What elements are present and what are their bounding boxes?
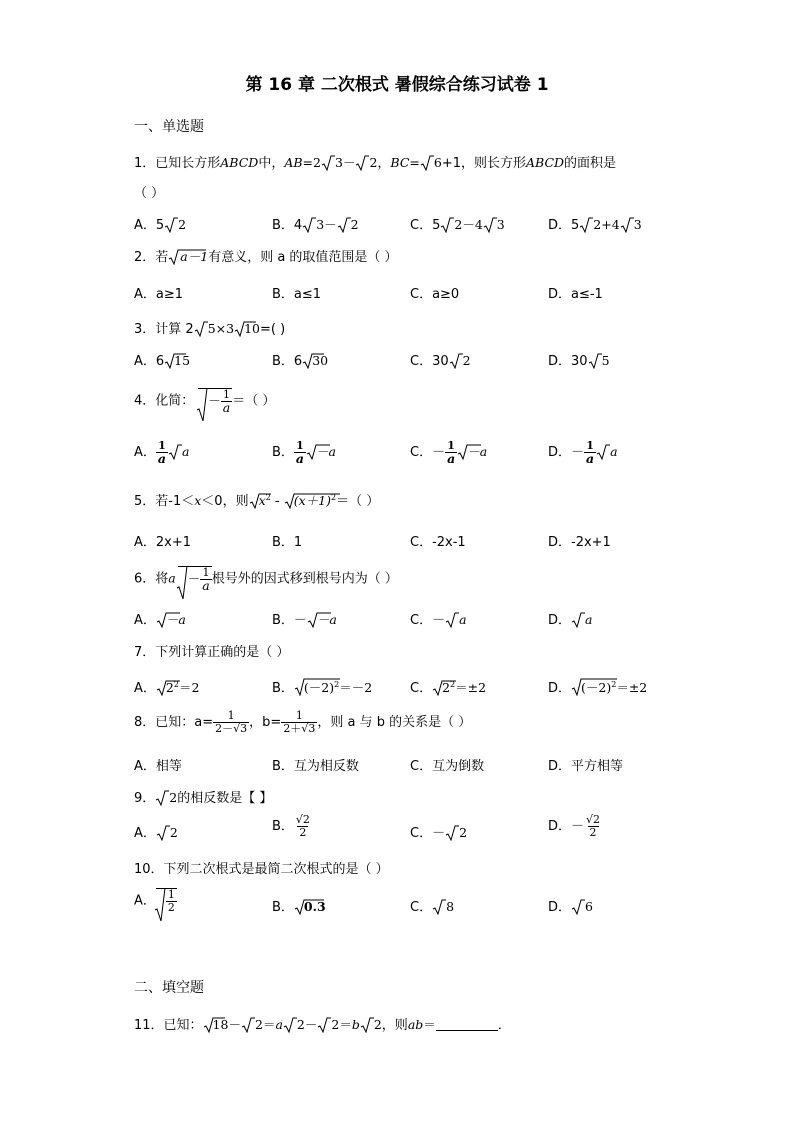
q3-option-a[interactable]: A．6 15 [134,353,191,369]
sqrt-icon [445,612,459,628]
sqrt-icon [317,1017,331,1033]
question-7-stem: 7．下列计算正确的是（ ） [134,645,290,660]
sqrt-icon [355,155,369,171]
sqrt-icon [571,612,585,628]
sqrt-icon [176,566,188,600]
sqrt-icon [154,888,166,922]
question-11-stem: 11．已知： 18－ 2＝a 2－ 2＝b 2，则ab＝ ． [134,1017,511,1033]
sqrt-icon [302,217,316,233]
sqrt-icon [420,155,434,171]
sqrt-icon [432,899,446,915]
question-10-stem: 10．下列二次根式是最简二次根式的是（ ） [134,862,389,877]
sqrt-icon [241,1017,255,1033]
question-1-paren: （ ） [134,186,165,201]
page-title: 第 16 章 二次根式 暑假综合练习试卷 1 [245,75,549,95]
section-heading-single-choice: 一、单选题 [134,119,204,135]
q8-option-d[interactable]: D．平方相等 [548,759,624,774]
q8-option-b[interactable]: B．互为相反数 [272,759,359,774]
q1-option-a[interactable]: A．5 2 [134,217,187,233]
question-3-stem: 3．计算 2 5×3 10=( ) [134,321,286,337]
question-2-stem: 2．若 a－1有意义，则 a 的取值范围是（ ） [134,249,398,265]
sqrt-icon [620,217,634,233]
q3-option-b[interactable]: B．6 30 [272,353,329,369]
q3-option-d[interactable]: D．30 5 [548,353,610,369]
q4-option-a[interactable]: A． $\frac{1}{a}$ a [134,439,190,466]
sqrt-icon [337,217,351,233]
sqrt-icon [194,321,208,337]
q2-option-b[interactable]: B．a≤1 [272,287,322,302]
q4-option-c[interactable]: C．－ $\frac{1}{a}$ －a [410,439,488,466]
q9-option-c[interactable]: C．－ 2 [410,825,468,841]
q10-option-d[interactable]: D． 6 [548,899,593,915]
q1-option-b[interactable]: B．4 3－ 2 [272,217,359,233]
q2-option-d[interactable]: D．a≤-1 [548,287,603,302]
q5-option-d[interactable]: D．-2x+1 [548,535,611,550]
q5-option-c[interactable]: C．-2x-1 [410,535,466,550]
sqrt-icon [156,825,170,841]
sqrt-icon [483,217,497,233]
q1-option-c[interactable]: C．5 2－4 3 [410,217,505,233]
question-5-stem: 5．若-1＜x＜0，则 $x^2 - (x+1)^2=$（ ） [134,493,380,509]
answer-blank[interactable] [436,1018,498,1031]
question-9-stem: 9． 2的相反数是【 】 [134,790,273,806]
question-1-stem: 1．已知长方形ABCD中，AB=2 3－ 2，BC= 6+1，则长方形ABCD的面积是 [134,155,617,171]
sqrt-icon [571,899,585,915]
q6-option-c[interactable]: C．－ a [410,612,467,628]
section-heading-fill-in: 二、填空题 [134,980,204,996]
q8-option-a[interactable]: A．相等 [134,759,182,774]
sqrt-icon [283,1017,297,1033]
q8-option-c[interactable]: C．互为倒数 [410,759,485,774]
sqrt-icon [164,217,178,233]
question-6-stem: 6．将a － $\frac{1}{a}$ 根号外的因式移到根号内为（ ） [134,566,398,592]
sqrt-icon [588,353,602,369]
q10-option-c[interactable]: C． 8 [410,899,455,915]
q6-option-b[interactable]: B．－ －a [272,612,337,628]
q7-option-c[interactable]: C． $2^2=\pm 2$ [410,680,487,696]
sqrt-icon [579,217,593,233]
q3-option-c[interactable]: C．30 2 [410,353,471,369]
sqrt-icon [360,1017,374,1033]
q9-option-b[interactable]: B． $\frac{√2}{2}$ [272,813,310,839]
q7-option-b[interactable]: B． $(-2)^2=-2$ [272,680,373,696]
q5-option-b[interactable]: B．1 [272,535,303,550]
q5-option-a[interactable]: A．2x+1 [134,535,192,550]
q7-option-a[interactable]: A． $2^2=2$ [134,680,200,696]
question-8-stem: 8．已知：a= $\frac{1}{2-√3}$ ，b= $\frac{1}{2+√3}$ ，则 a 与 b 的关系是（ ） [134,709,472,735]
sqrt-icon [445,825,459,841]
sqrt-icon [168,444,182,460]
q2-option-c[interactable]: C．a≥0 [410,287,460,302]
q7-option-d[interactable]: D． $(-2)^2=\pm 2$ [548,680,648,696]
q1-option-d[interactable]: D．5 2+4 3 [548,217,642,233]
q10-option-a[interactable]: A． $\frac{1}{2}$ [134,888,177,914]
q2-option-a[interactable]: A．a≥1 [134,287,184,302]
sqrt-icon [440,217,454,233]
q4-option-d[interactable]: D．－ $\frac{1}{a}$ a [548,439,618,466]
q6-option-a[interactable]: A． －a [134,612,186,628]
q4-option-b[interactable]: B． $\frac{1}{a}$ －a [272,439,336,466]
sqrt-icon [155,790,169,806]
sqrt-icon [196,388,208,422]
q9-option-a[interactable]: A． 2 [134,825,178,841]
q6-option-d[interactable]: D． a [548,612,593,628]
question-4-stem: 4．化简： － $\frac{1}{a}$ ＝（ ） [134,388,275,414]
sqrt-icon [449,353,463,369]
sqrt-icon [596,444,610,460]
q10-option-b[interactable]: B． 0.3 [272,899,326,915]
sqrt-icon [321,155,335,171]
q9-option-d[interactable]: D．－ $\frac{√2}{2}$ [548,813,601,839]
